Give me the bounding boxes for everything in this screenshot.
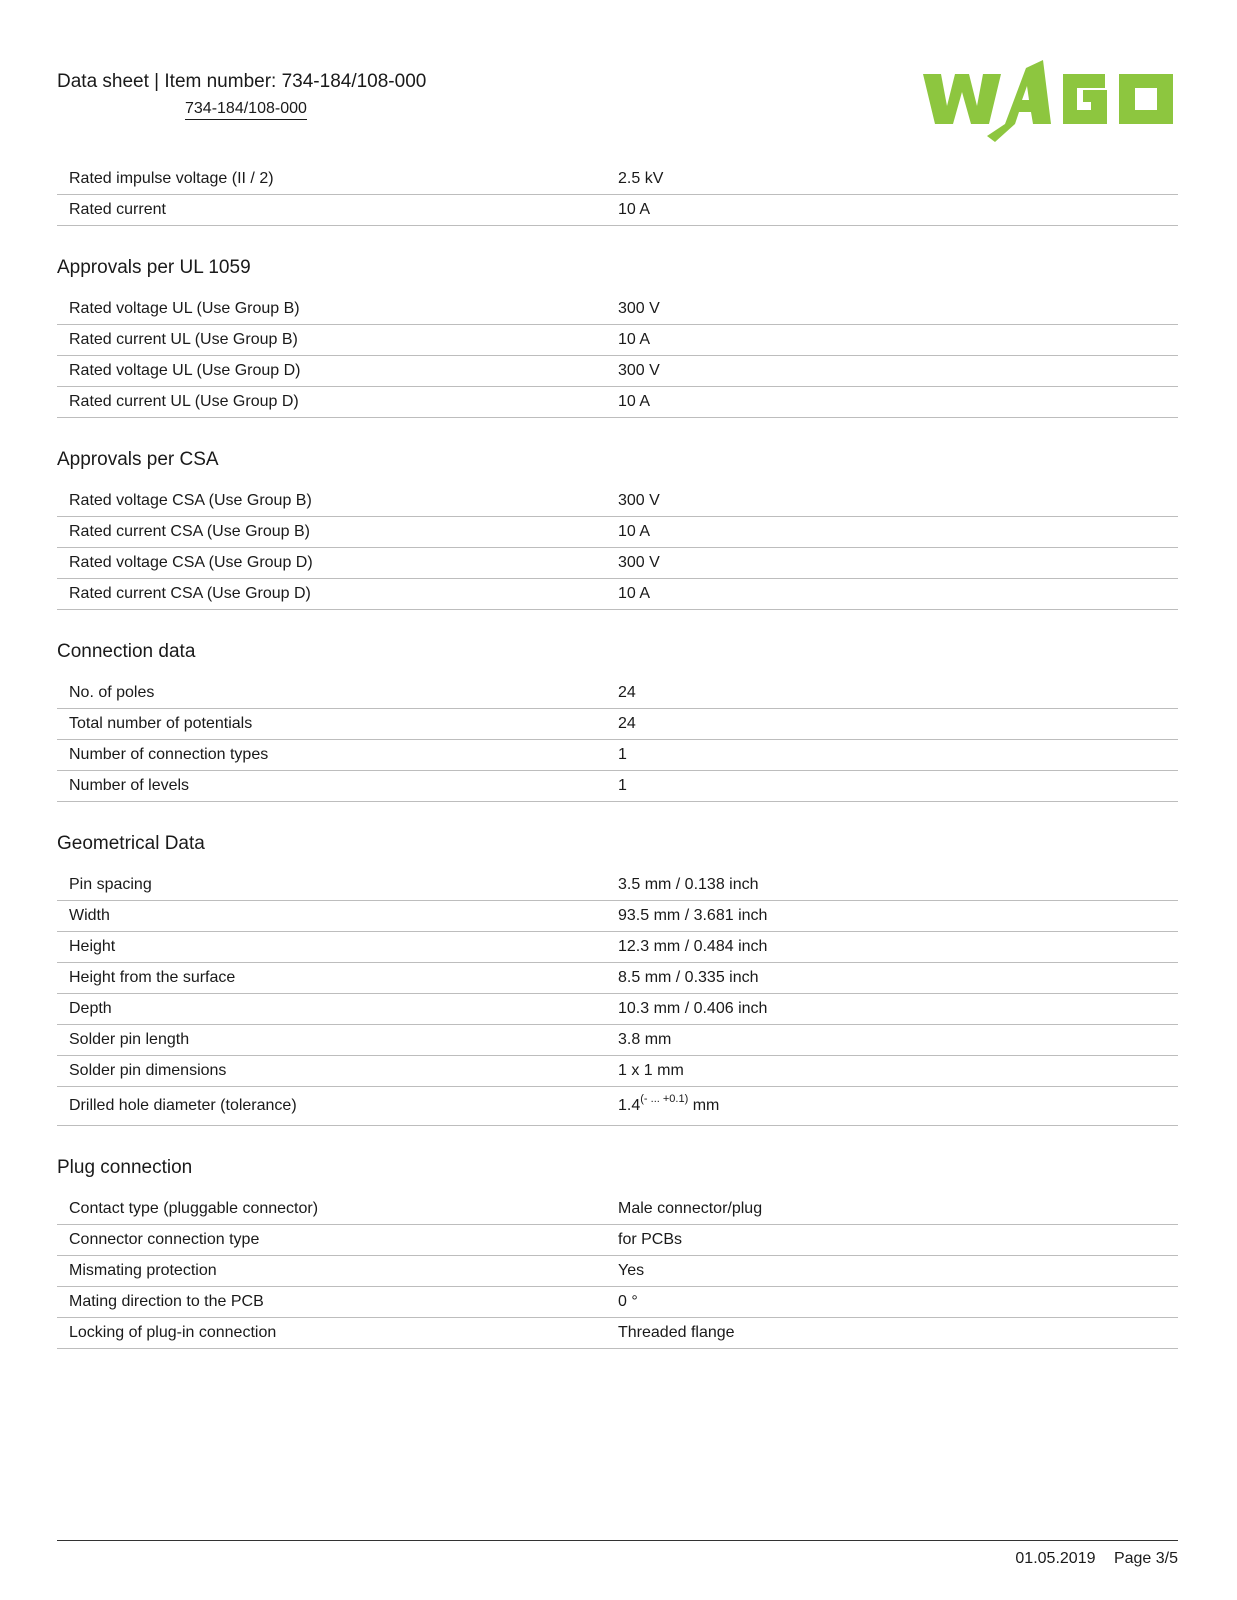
spec-section (57, 1153, 1178, 1349)
item-number-link[interactable]: 734-184/108-000 (185, 100, 307, 120)
spec-table (57, 294, 1178, 418)
footer-page: Page 3/5 (1113, 1550, 1178, 1567)
spec-table (57, 164, 1178, 226)
footer-divider (57, 1540, 1178, 1541)
spec-value: 300 V (618, 548, 1178, 579)
spec-value: 10 A (618, 517, 1178, 548)
spec-label: Locking of plug-in connection (57, 1318, 618, 1349)
spec-label: Mating direction to the PCB (57, 1287, 618, 1318)
spec-table (57, 1194, 1178, 1349)
spec-value: Threaded flange (618, 1318, 1178, 1349)
spec-value: 10.3 mm / 0.406 inch (618, 994, 1178, 1025)
spec-label: Drilled hole diameter (tolerance) (57, 1087, 618, 1126)
spec-value: 8.5 mm / 0.335 inch (618, 963, 1178, 994)
spec-label: Rated impulse voltage (II / 2) (57, 164, 618, 195)
spec-row (57, 932, 1178, 963)
spec-label: Height (57, 932, 618, 963)
spec-label: Width (57, 901, 618, 932)
spec-row (57, 195, 1178, 226)
footer (1015, 1550, 1178, 1568)
spec-label: Number of levels (57, 771, 618, 802)
spec-label: Rated current CSA (Use Group D) (57, 579, 618, 610)
spec-row (57, 771, 1178, 802)
spec-row (57, 486, 1178, 517)
spec-label: Depth (57, 994, 618, 1025)
spec-row (57, 870, 1178, 901)
spec-row (57, 1256, 1178, 1287)
spec-label: Solder pin dimensions (57, 1056, 618, 1087)
spec-row (57, 1025, 1178, 1056)
spec-value: 2.5 kV (618, 164, 1178, 195)
spec-value: 1 (618, 771, 1178, 802)
spec-row (57, 579, 1178, 610)
spec-value: Male connector/plug (618, 1194, 1178, 1225)
spec-table (57, 678, 1178, 802)
section-title: Plug connection (57, 1157, 193, 1178)
spec-label: Pin spacing (57, 870, 618, 901)
spec-value-tolerance: (- ... +0.1) (640, 1093, 689, 1105)
spec-section (57, 829, 1178, 1126)
spec-label: Rated voltage CSA (Use Group B) (57, 486, 618, 517)
spec-section (57, 164, 1178, 226)
spec-value-number: 1.4 (618, 1097, 641, 1114)
spec-row (57, 1318, 1178, 1349)
spec-value: 24 (618, 709, 1178, 740)
spec-row (57, 901, 1178, 932)
spec-row (57, 387, 1178, 418)
section-title: Geometrical Data (57, 833, 205, 854)
spec-value: 0 ° (618, 1287, 1178, 1318)
spec-label: Solder pin length (57, 1025, 618, 1056)
spec-row (57, 164, 1178, 195)
spec-value: for PCBs (618, 1225, 1178, 1256)
spec-label: Rated voltage UL (Use Group D) (57, 356, 618, 387)
spec-label: Contact type (pluggable connector) (57, 1194, 618, 1225)
spec-value-unit: mm (688, 1097, 720, 1114)
spec-label: Total number of potentials (57, 709, 618, 740)
spec-row (57, 548, 1178, 579)
spec-value (618, 1087, 1178, 1126)
spec-label: Rated voltage CSA (Use Group D) (57, 548, 618, 579)
spec-label: Connector connection type (57, 1225, 618, 1256)
specification-content (57, 164, 1178, 1376)
footer-date: 01.05.2019 (1015, 1550, 1096, 1567)
section-title: Approvals per CSA (57, 449, 219, 470)
spec-section (57, 637, 1178, 802)
spec-row (57, 1287, 1178, 1318)
spec-row (57, 1194, 1178, 1225)
spec-value: 3.5 mm / 0.138 inch (618, 870, 1178, 901)
spec-value: 10 A (618, 325, 1178, 356)
section-title: Connection data (57, 641, 196, 662)
spec-table (57, 870, 1178, 1126)
spec-label: Mismating protection (57, 1256, 618, 1287)
spec-section (57, 445, 1178, 610)
spec-value: 1 (618, 740, 1178, 771)
spec-row (57, 1087, 1178, 1126)
spec-label: Rated current UL (Use Group D) (57, 387, 618, 418)
spec-section (57, 253, 1178, 418)
spec-label: Rated current CSA (Use Group B) (57, 517, 618, 548)
spec-label: No. of poles (57, 678, 618, 709)
spec-label: Rated current UL (Use Group B) (57, 325, 618, 356)
spec-value: 24 (618, 678, 1178, 709)
spec-value: 300 V (618, 486, 1178, 517)
spec-value: Yes (618, 1256, 1178, 1287)
spec-value: 300 V (618, 294, 1178, 325)
spec-label: Height from the surface (57, 963, 618, 994)
spec-row (57, 325, 1178, 356)
spec-value: 12.3 mm / 0.484 inch (618, 932, 1178, 963)
spec-value: 10 A (618, 579, 1178, 610)
spec-value: 1 x 1 mm (618, 1056, 1178, 1087)
spec-row (57, 356, 1178, 387)
spec-row (57, 963, 1178, 994)
section-title: Approvals per UL 1059 (57, 257, 251, 278)
spec-value: 300 V (618, 356, 1178, 387)
spec-row (57, 994, 1178, 1025)
spec-value: 93.5 mm / 3.681 inch (618, 901, 1178, 932)
document-title: Data sheet | Item number: 734-184/108-000 (57, 71, 427, 92)
spec-value: 10 A (618, 195, 1178, 226)
spec-value: 3.8 mm (618, 1025, 1178, 1056)
spec-label: Rated voltage UL (Use Group B) (57, 294, 618, 325)
spec-table (57, 486, 1178, 610)
spec-label: Rated current (57, 195, 618, 226)
spec-row (57, 678, 1178, 709)
spec-value: 10 A (618, 387, 1178, 418)
wago-logo (923, 58, 1178, 144)
spec-row (57, 709, 1178, 740)
spec-row (57, 1056, 1178, 1087)
spec-label: Number of connection types (57, 740, 618, 771)
spec-row (57, 1225, 1178, 1256)
spec-row (57, 294, 1178, 325)
spec-row (57, 740, 1178, 771)
spec-row (57, 517, 1178, 548)
